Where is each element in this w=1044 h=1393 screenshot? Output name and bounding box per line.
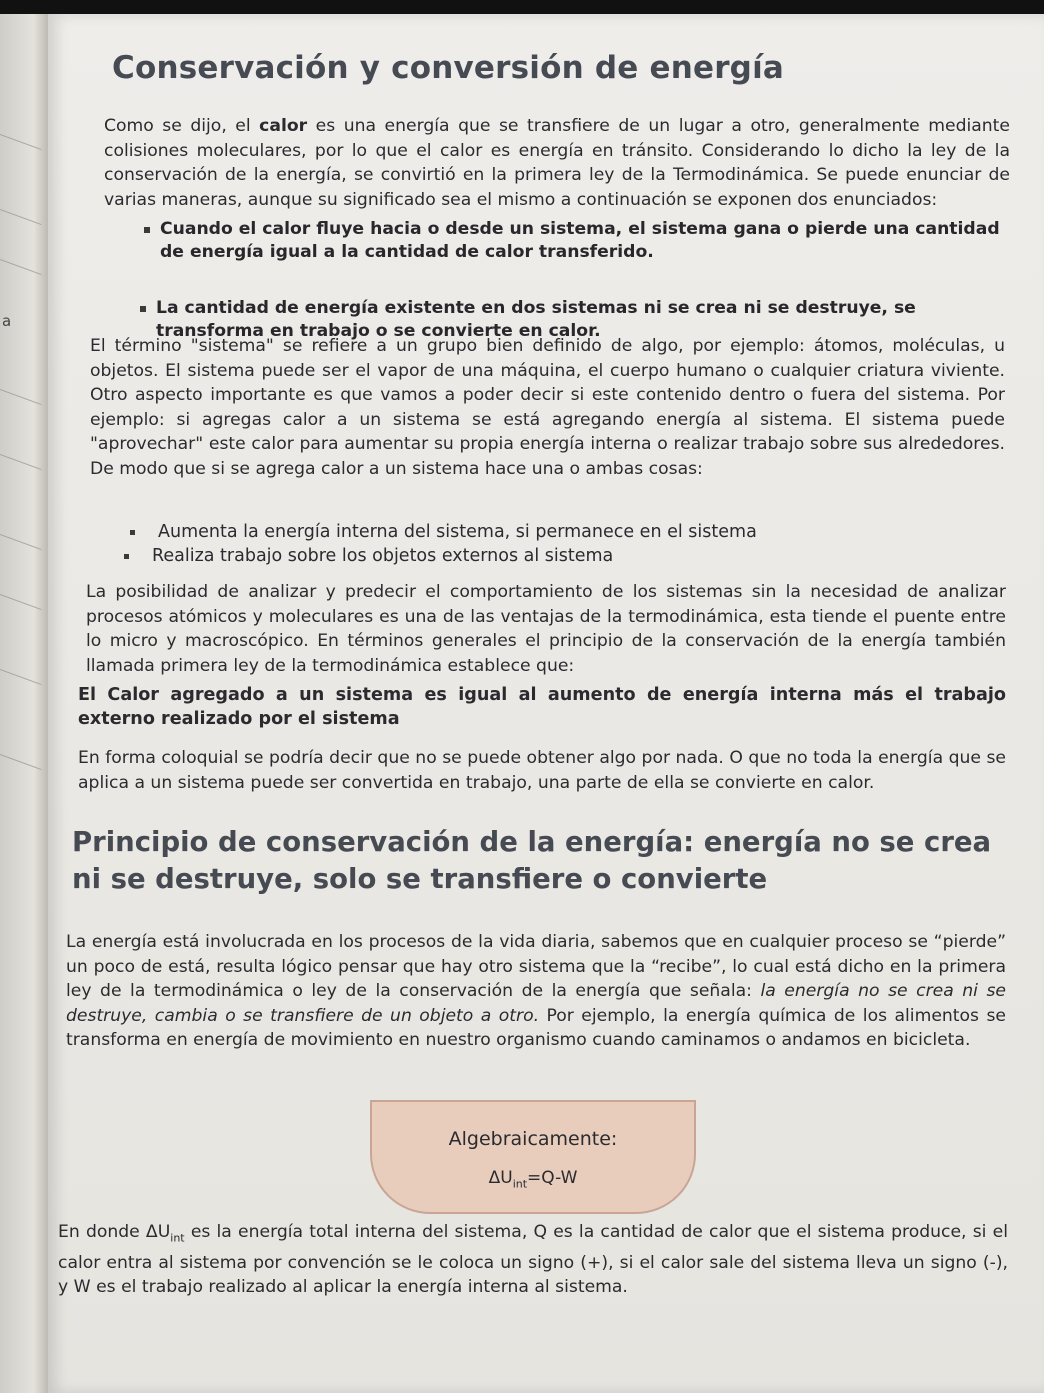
explanation-subscript: int xyxy=(170,1231,185,1245)
bullet-icon xyxy=(140,306,146,312)
effect-text-2: Realiza trabajo sobre los objetos externos al sistema xyxy=(152,546,614,566)
system-paragraph: El término "sistema" se refiere a un grupo bien definido de algo, por ejemplo: átomos, moléculas, u objetos. El sistema puede ser el vapor de una máquina, el cuerpo humano o cualquier criatura viviente. Otro aspecto importante es que vamos a poder decir si este contenido dentro o fuera del sistema. Por ejemplo: si agregas calor a un sistema se está agregando energía al sistema. El sistema puede "aprovechar" este calor para aumentar su propia energía interna o realizar trabajo sobre sus alrededores. De modo que si se agrega calor a un sistema hace una o ambas cosas: xyxy=(90,336,1005,479)
page-edge-line xyxy=(0,594,42,610)
page-edge-line xyxy=(0,754,42,770)
stray-letter: a xyxy=(2,312,12,330)
intro-text-end: es una energía que se transfiere de un lugar a otro, generalmente mediante colisiones moleculares, por lo que el calor es energía en tránsito. Considerando lo dicho la ley de la conservación de la energía, se convirtió en la primera ley de la Termodinámica. Se puede enunciar de varias maneras, aunque su significado sea el mismo a continuación se exponen dos enunciados: xyxy=(104,116,1010,210)
daily-life-italic: la energía no se crea ni se destruye, cambia o se transfiere de un objeto a otro. xyxy=(66,981,1006,1026)
page-edge-line xyxy=(0,389,42,405)
statement-text-2: La cantidad de energía existente en dos sistemas ni se crea ni se destruye, se transforma en trabajo o se convierte en calor. xyxy=(156,298,916,341)
page-edge-line xyxy=(0,259,42,275)
explanation-text: es la energía total interna del sistema, Q es la cantidad de calor que el sistema produce, si el calor entra al sistema por convención se le coloca un signo (+), si el calor sale del sistema lleva un signo (-), y W es el trabajo realizado al aplicar la energía interna al sistema. xyxy=(58,1222,1008,1298)
effect-item-2 xyxy=(152,544,952,568)
formula-lhs: ΔU xyxy=(488,1168,513,1188)
page-edge-line xyxy=(0,669,42,685)
page-edge-line xyxy=(0,454,42,470)
page-edge-line xyxy=(0,209,42,225)
adjacent-page-edge xyxy=(0,14,48,1393)
daily-life-text-end: Por ejemplo, la energía química de los alimentos se transforma en energía de movimiento en nuestro organismo cuando caminamos o andamos en bicicleta. xyxy=(66,1005,1006,1050)
effect-item-1 xyxy=(158,520,958,544)
daily-life-text-start: La energía está involucrada en los procesos de la vida diaria, sabemos que en cualquier proceso se “pierde” un poco de está, resulta lógico pensar que hay otro sistema que la “recibe”, lo cual está dicho en la primera ley de la termodinámica o ley de la conservación de la energía que señala: xyxy=(66,932,1006,1001)
analysis-paragraph: La posibilidad de analizar y predecir el comportamiento de los sistemas sin la necesidad de analizar procesos atómicos y moleculares es una de las ventajas de la termodinámica, esta tiende el puente entre lo micro y macroscópico. En términos generales el principio de la conservación de la energía también llamada primera ley de la termodinámica establece que: xyxy=(86,582,1006,676)
explanation-lead: En donde ΔU xyxy=(58,1222,171,1242)
first-law-formula xyxy=(372,1168,694,1190)
principle-heading: Principio de conservación de la energía: energía no se crea ni se destruye, solo se transfiere o convierte xyxy=(72,826,992,895)
bullet-icon xyxy=(144,227,150,233)
statement-text-1: Cuando el calor fluye hacia o desde un sistema, el sistema gana o pierde una cantidad de energía igual a la cantidad de calor transferido. xyxy=(160,219,1000,262)
bullet-icon xyxy=(130,530,135,535)
formula-lhs-subscript: int xyxy=(512,1177,528,1191)
colloquial-paragraph: En forma coloquial se podría decir que no se puede obtener algo por nada. O que no toda la energía que se aplica a un sistema puede ser convertida en trabajo, una parte de ella se convierte en calor. xyxy=(78,748,1006,793)
daily-life-paragraph xyxy=(66,930,1006,1053)
top-black-bar xyxy=(0,0,1044,14)
intro-bold-word: calor xyxy=(259,116,308,136)
bullet-icon xyxy=(124,554,129,559)
page-title: Conservación y conversión de energía xyxy=(112,50,785,86)
explanation-paragraph xyxy=(58,1220,1008,1300)
effect-text-1: Aumenta la energía interna del sistema, si permanece en el sistema xyxy=(158,522,757,542)
book-page xyxy=(48,14,1044,1393)
intro-text-start: Como se dijo, el xyxy=(104,116,260,136)
law-statement: El Calor agregado a un sistema es igual al aumento de energía interna más el trabajo externo realizado por el sistema xyxy=(78,685,1006,729)
intro-paragraph xyxy=(104,114,1010,212)
formula-label: Algebraicamente: xyxy=(448,1128,618,1150)
formula-box xyxy=(370,1100,696,1214)
page-edge-line xyxy=(0,134,42,150)
page-edge-line xyxy=(0,534,42,550)
formula-rhs: =Q-W xyxy=(527,1168,578,1188)
statement-item-1 xyxy=(160,218,1012,264)
